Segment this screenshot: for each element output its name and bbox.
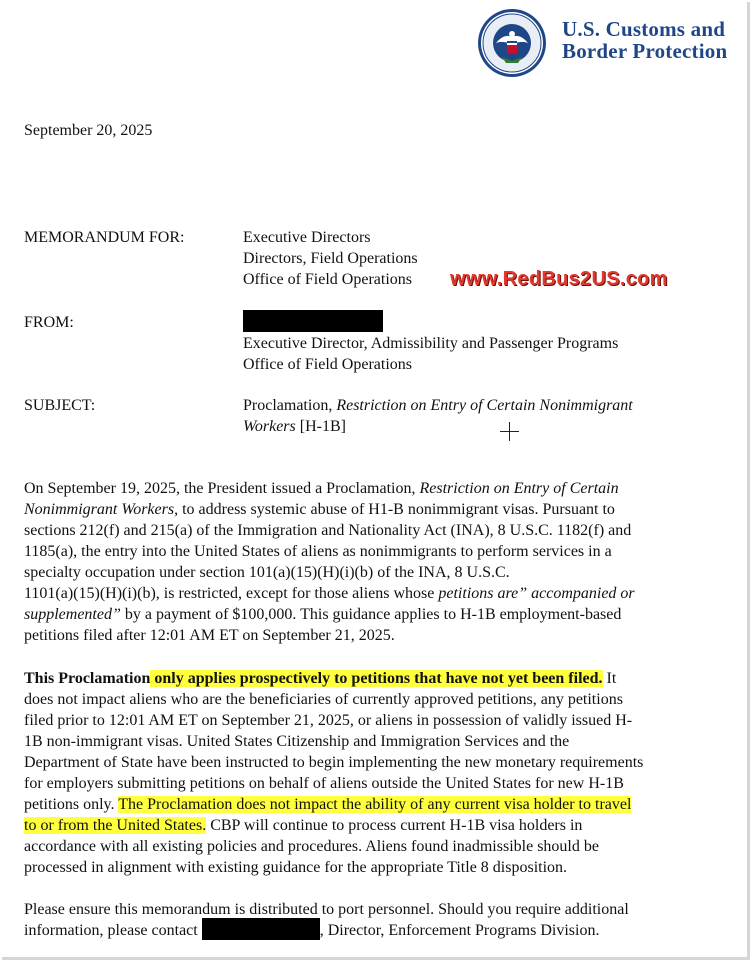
recipient: Executive Directors bbox=[243, 229, 371, 246]
paragraph-1: On September 19, 2025, the President issued a Proclamation, Restriction on Entry of Certain Nonimmigrant Workers, to address systemic abuse of H1-B nonimmigrant visas. Pursuant to sections 212(f) and 215(a) of the Immigration and Nationality Act (INA), 8 U.S.C. 1182(f) and 1185(a), the entry into the United States of aliens as nonimmigrants to perform services in a specialty occupation under section 101(a)(15)(H)(i)(b) of the INA, 8 U.S.C. 1101(a)(15)(H)(i)(b), is restricted, except for those aliens whose petitions are” accompanied or supplemented” by a payment of $100,000. This guidance applies to H-1B employment-based petitions filed after 12:01 AM ET on September 21, 2025. bbox=[24, 480, 635, 644]
memo-subject-label: SUBJECT: bbox=[24, 397, 96, 414]
crosshair-cursor-icon bbox=[500, 422, 519, 441]
dhs-cbp-seal-icon bbox=[472, 7, 552, 79]
subject-suffix: [H-1B] bbox=[295, 418, 346, 435]
memo-subject-value bbox=[243, 395, 633, 437]
agency-name bbox=[562, 18, 727, 62]
highlight-prospective: only applies prospectively to petitions that have not yet been filed. bbox=[150, 670, 603, 687]
subject-italic-title-cont: Workers bbox=[243, 418, 296, 435]
from-line: Executive Director, Admissibility and Passenger Programs bbox=[243, 335, 619, 352]
subject-prefix: Proclamation, bbox=[243, 397, 337, 414]
paragraph-2: This Proclamation only applies prospectively to petitions that have not yet been filed. It does not impact aliens who are the beneficiaries of currently approved petitions, any petitions filed prior to 12:01 AM ET on September 21, 2025, or aliens in possession of validly issued H- 1B non-immigrant visas. United States Citizenship and Immigration Services and the Department of State have been instructed to begin implementing the new monetary requirements for employers submitting petitions on behalf of aliens outside the United States for new H-1B petitions only. The Proclamation does not impact the ability of any current visa holder to travel to or from the United States. CBP will continue to process current H-1B visa holders in accordance with all existing policies and procedures. Aliens found inadmissible should be processed in alignment with existing guidance for the appropriate Title 8 disposition. bbox=[24, 670, 644, 876]
recipient: Directors, Field Operations bbox=[243, 250, 418, 267]
memo-from-label: FROM: bbox=[24, 314, 74, 331]
agency-name-line2: Border Protection bbox=[562, 39, 728, 63]
memo-date: September 20, 2025 bbox=[24, 122, 153, 139]
memorandum-page bbox=[2, 2, 750, 960]
paragraph-3: Please ensure this memorandum is distributed to port personnel. Should you require additional information, please contact , Director, Enforcement Programs Division. bbox=[24, 901, 629, 939]
memo-from-value bbox=[243, 312, 618, 375]
redacted-name-block bbox=[243, 310, 383, 332]
highlight-visa-holder-cont: to or from the United States. bbox=[24, 817, 207, 834]
memo-for-label: MEMORANDUM FOR: bbox=[24, 229, 185, 246]
recipient: Office of Field Operations bbox=[243, 271, 412, 288]
subject-italic-title: Restriction on Entry of Certain Nonimmigrant bbox=[336, 397, 633, 414]
memo-for-recipients bbox=[243, 227, 418, 290]
highlight-visa-holder: The Proclamation does not impact the ability of any current visa holder to travel bbox=[118, 796, 632, 813]
agency-name-line1: U.S. Customs and bbox=[562, 17, 726, 41]
from-line: Office of Field Operations bbox=[243, 356, 412, 373]
watermark-text: www.RedBus2US.com bbox=[450, 268, 668, 290]
redacted-contact-block bbox=[202, 918, 320, 940]
